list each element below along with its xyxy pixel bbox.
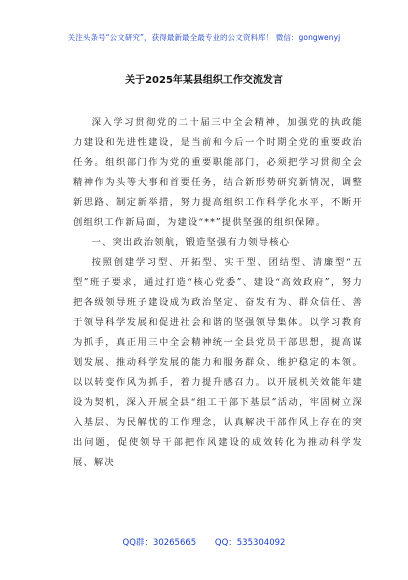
footer-qq: QQ：535304092 xyxy=(214,538,286,548)
body-paragraph: 按照创建学习型、开拓型、实干型、团结型、清廉型“五型”班子要求，通过打造“核心党委”、建设“高效政府”，努力把各级领导班子建设成为政治坚定、奋发有为、群众信任、善于领导科学发展和促进社会和谐的坚强领导集体。以学习教育为抓手，真正用三中全会精神统一全县党员干部思想，提高谋划发展、推动科学发展的能力和服务群众、维护稳定的本领。以以转变作风为抓手，着力提升感召力。以开展机关效能年建设为契机，深入开展全县“组工干部下基层”活动，牢固树立深入基层、为民解忧的工作理念，认真解决干部作风上存在的突出问题，促使领导干部把作风建设的成效转化为推动科学发展、解决 xyxy=(73,257,363,468)
footer-qq-group: QQ群：30265665 xyxy=(122,538,197,548)
document-body xyxy=(73,113,363,473)
header-note: 关注头条号“公文研究”，获得最新最全最专业的公文资料库！ 微信：gongwenyj xyxy=(67,33,341,42)
section-heading: 一、突出政治领航，锻造坚强有力领导核心 xyxy=(91,237,291,248)
document-title: 关于2025年某县组织工作交流发言 xyxy=(125,75,283,86)
footer-contact xyxy=(0,536,408,548)
intro-paragraph: 深入学习贯彻党的二十届三中全会精神，加强党的执政能力建设和先进性建设，是当前和今后一个时期全党的重要政治任务。组织部门作为党的重要职能部门，必须把学习贯彻全会精神作为头等大事和首要任务，结合新形势研究新情况，调整新思路、制定新举措，努力提高组织工作科学化水平，不断开创组织工作新局面，为建设“**”提供坚强的组织保障。 xyxy=(73,117,363,228)
